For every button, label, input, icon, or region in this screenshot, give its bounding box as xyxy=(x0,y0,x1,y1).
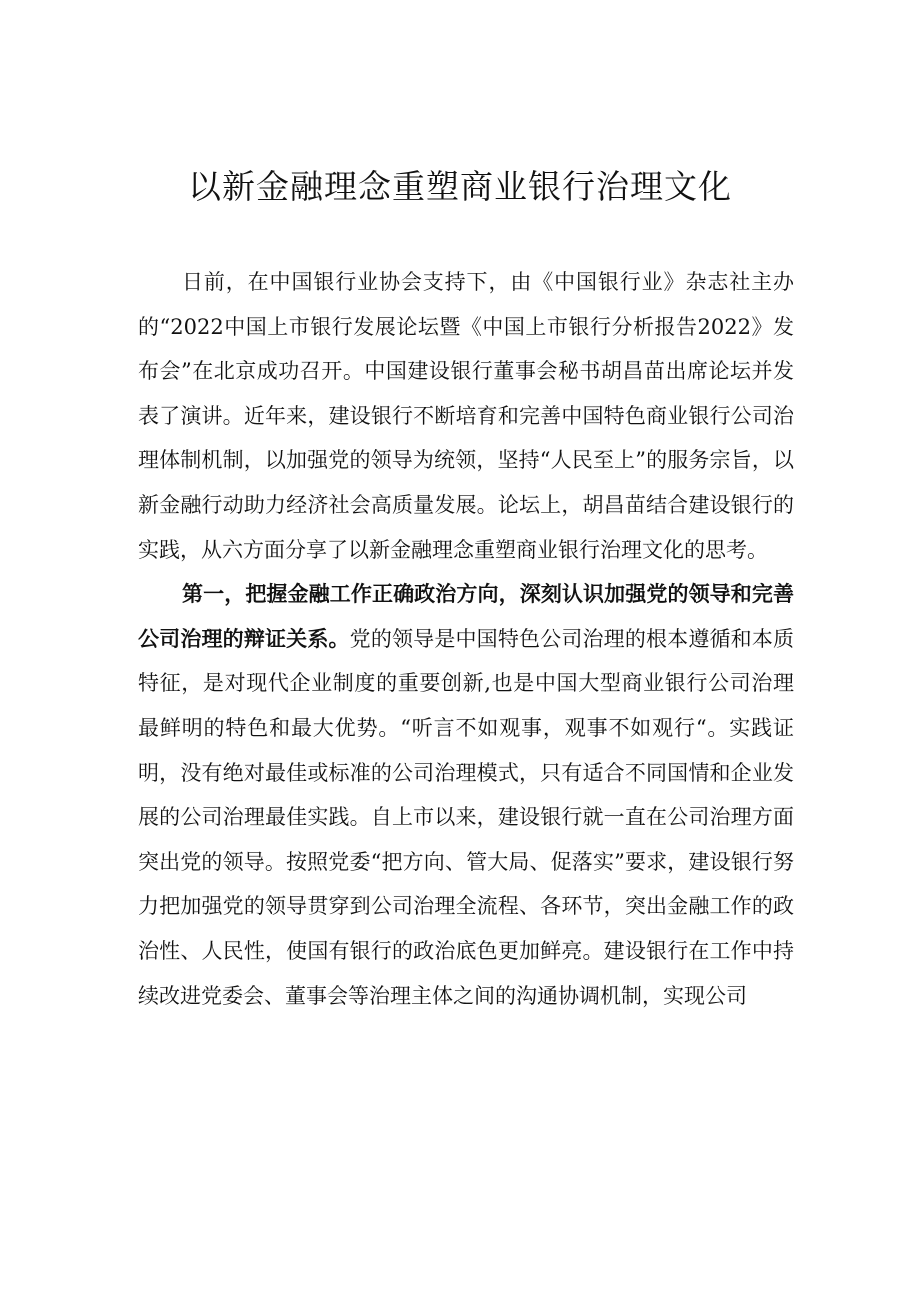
document-title: 以新金融理念重塑商业银行治理文化 xyxy=(188,167,732,206)
paragraph-intro-text: 日前，在中国银行业协会支持下，由《中国银行业》杂志社主办的“2022中国上市银行发展论坛暨《中国上市银行分析报告2022》发布会”在北京成功召开。中国建设银行董事会秘书胡昌苗出席论坛并发表了演讲。近年来，建设银行不断培育和完善中国特色商业银行公司治理体制机制，以加强党的领导为统领，坚持“人民至上”的服务宗旨，以新金融行动助力经济社会高质量发展。论坛上，胡昌苗结合建设银行的实践，从六方面分享了以新金融理念重塑商业银行治理文化的思考。 xyxy=(138,270,794,562)
paragraph-first-point-text: 党的领导是中国特色公司治理的根本遵循和本质特征，是对现代企业制度的重要创新,也是中国大型商业银行公司治理最鲜明的特色和最大优势。“听言不如观事，观事不如观行“。实践证明，没有绝对最佳或标准的公司治理模式，只有适合不同国情和企业发展的公司治理最佳实践。自上市以来，建设银行就一直在公司治理方面突出党的领导。按照党委“把方向、管大局、促落实”要求，建设银行努力把加强党的领导贯穿到公司治理全流程、各环节，突出金融工作的政治性、人民性，使国有银行的政治底色更加鲜亮。建设银行在工作中持续改进党委会、董事会等治理主体之间的沟通协调机制，实现公司 xyxy=(138,626,795,1008)
document-body xyxy=(138,260,794,1018)
paragraph-first-point-heading: 第一，把握金融工作正确政治方向，深刻认识加强党的领导和完善公司治理的辩证关系。 xyxy=(138,581,794,651)
paragraph-first-point xyxy=(138,572,794,1018)
paragraph-intro xyxy=(138,260,794,572)
